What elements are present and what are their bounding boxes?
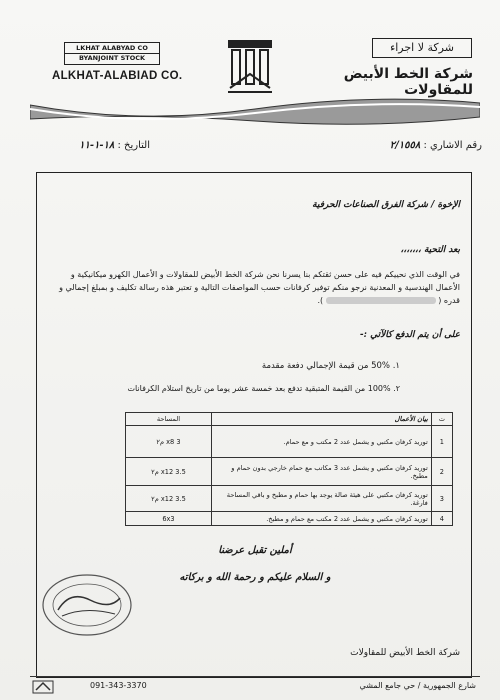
ref-label: رقم الاشاري : [423,140,482,151]
row-area: 3 x8 م٢ [126,426,212,458]
row-number: 3 [431,486,452,512]
letter-body [50,268,460,307]
redacted-amount [326,297,436,304]
footer-phone: 091-343-3370 [90,681,147,690]
row-area: 6x3 [126,512,212,526]
greeting: بعد التحية ،،،،،،، [400,245,460,255]
payment-term-2: ٢. 100% من القيمة المتبقية تدفع بعد خمسة عشر يوما من تاريخ استلام الكرفانات [127,384,400,393]
letter-body-close: ). [317,296,324,305]
table-header-row [126,413,453,426]
date-label: التاريخ : [117,140,150,151]
header-no: ت [431,413,452,426]
table-row [126,458,453,486]
header-description: بيان الأعمال [211,413,431,426]
header-wave-divider [30,95,480,129]
date-line [30,140,150,151]
company-stamp-icon [40,570,135,640]
closing-line-2: و السلام عليكم و رحمة الله و بركاته [179,572,331,583]
english-name-line-1: LKHAT ALABYAD CO [76,44,148,52]
english-name-line-2: BYANJOINT STOCK [65,53,159,63]
footer [30,676,480,697]
header-area: المساحة [126,413,212,426]
row-area: 3.5 x12 م٢ [126,458,212,486]
ref-value: ٢/١٥٥٨ [389,140,421,151]
row-number: 1 [431,426,452,458]
footer-address: شارع الجمهورية / حي جامع المشي [359,681,476,690]
signature-company: شركة الخط الأبيض للمقاولات [350,648,460,658]
row-description: توريد كرفان مكتبي على هيئة صالة يوجد بها حمام و مطبخ و باقي المساحة فارغة. [211,486,431,512]
row-number: 4 [431,512,452,526]
company-name-english: ALKHAT-ALABIAD CO. [52,70,183,82]
payment-intro: على أن يتم الدفع كالآتي :- [359,330,460,340]
addressee: الإخوة / شركة الفرق الصناعات الحرفية [312,200,460,210]
row-number: 2 [431,458,452,486]
payment-term-1: ١. 50% من قيمة الإجمالي دفعة مقدمة [261,361,400,371]
english-name-box [64,42,160,65]
table-row [126,512,453,526]
arabic-label-box: شركة لا اجراء [372,38,472,58]
table-row [126,426,453,458]
reference-line [220,140,482,151]
row-description: توريد كرفان مكتبي و يشمل عدد 3 مكاتب مع حمام خارجي بدون حمام و مطبخ. [211,458,431,486]
date-value: ١٨-١-١١ [79,140,115,151]
row-description: توريد كرفان مكتبي و يشمل عدد 2 مكتب و مع حمام. [211,426,431,458]
footer-logo-icon [32,680,54,694]
row-description: توريد كرفان مكتبي و يشمل عدد 2 مكتب مع حمام و مطبخ. [211,512,431,526]
table-row [126,486,453,512]
row-area: 3.5 x12 م٢ [126,486,212,512]
items-table [125,412,453,526]
letter-body-text: في الوقت الذي نحييكم فيه على حسن ثقتكم بنا يسرنا نحن شركة الخط الأبيض للمقاولات و الأعمال الكهرو ميكانيكية و الأعمال الهندسية و المعدنية نرجو منكم توفير كرفانات حسب المواصفات التالية و تعتبر هذه رسالة تكليف و بمبلغ إجمالي و قدره ( [59,270,460,305]
company-name-arabic: شركة الخط الأبيض للمقاولات [343,66,473,98]
company-logo-icon [226,38,274,94]
closing-line-1: أملين تقبل عرضنا [218,545,292,556]
